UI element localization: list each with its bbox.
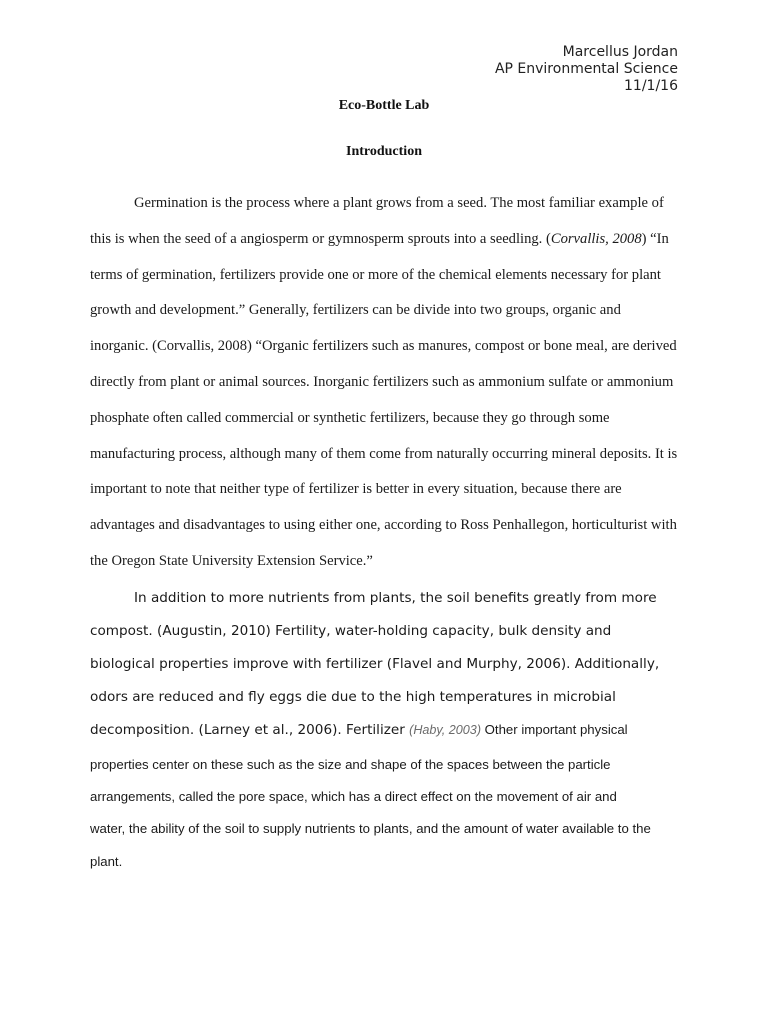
paragraph-2-line-9: plant. (90, 854, 123, 869)
paragraph-2-line-4: odors are reduced and fly eggs die due to the high temperatures in microbial (90, 689, 616, 705)
paragraph-1-text-b: ) “In terms of germination, fertilizers provide one or more of the chemical elements necessary for plant growth and development.” Generally, fertilizers can be divide into two groups, organic and inorganic. (Corvallis, 2008) “Organic fertilizers such as manures, compost or bone meal, are derived directly from plant or animal sources. Inorganic fertilizers such as ammonium sulfate or ammonium phosphate often called commercial or synthetic fertilizers, because they go through some manufacturing process, although many of them come from naturally occurring mineral deposits. It is important to note that neither type of fertilizer is better in every situation, because there are advantages and disadvantages to using either one, according to Ross Penhallegon, horticulturist with the Oregon State University Extension Service.” (90, 230, 678, 569)
document-title: Eco-Bottle Lab (338, 98, 430, 113)
author-name: Marcellus Jordan (562, 44, 678, 60)
paragraph-2-line-1: In addition to more nutrients from plants, the soil benefits greatly from more (134, 590, 657, 606)
paragraph-1-citation: Corvallis, 2008 (550, 230, 642, 247)
header-block (495, 44, 678, 95)
paragraph-2-line-2: compost. (Augustin, 2010) Fertility, water-holding capacity, bulk density and (90, 623, 612, 639)
paragraph-1 (90, 186, 680, 580)
paragraph-2-line-3: biological properties improve with fertilizer (Flavel and Murphy, 2006). Additionally, (90, 656, 660, 672)
paragraph-2-line-5-a: decomposition. (Larney et al., 2006). Fertilizer (90, 722, 410, 738)
paragraph-2-line-6: properties center on these such as the size and shape of the spaces between the particle (90, 757, 611, 772)
paragraph-1-text-a: Germination is the process where a plant grows from a seed. The most familiar example of this is when the seed of a angiosperm or gymnosperm sprouts into a seedling. ( (90, 195, 664, 247)
paragraph-2-line-5-b: Other important physical (481, 722, 628, 737)
section-heading: Introduction (346, 144, 422, 159)
course-name: AP Environmental Science (494, 61, 678, 77)
date: 11/1/16 (624, 78, 678, 94)
paragraph-2-line-7: arrangements, called the pore space, which has a direct effect on the movement of air and (90, 789, 617, 804)
paragraph-2-line-5 (90, 722, 628, 738)
paragraph-2-line-8: water, the ability of the soil to supply nutrients to plants, and the amount of water available to the (90, 821, 651, 836)
paragraph-2-citation: (Haby, 2003) (409, 723, 482, 737)
